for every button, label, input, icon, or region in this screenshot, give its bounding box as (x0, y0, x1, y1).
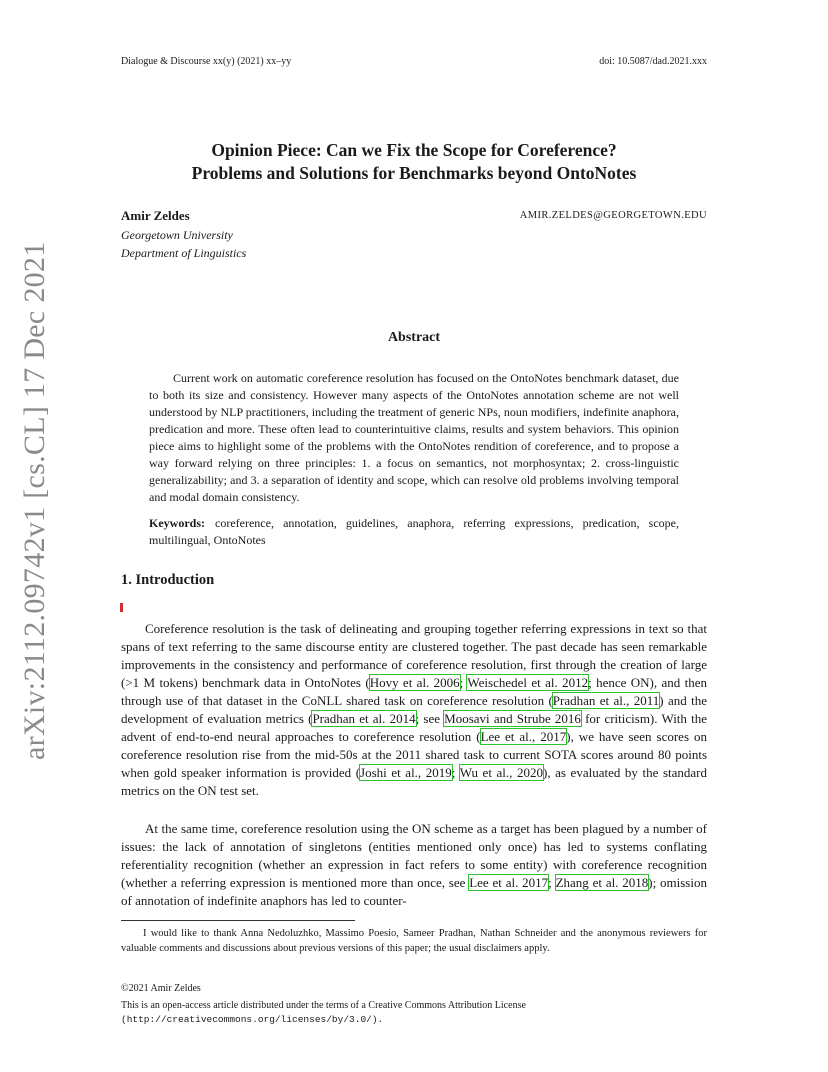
citation-link[interactable]: Zhang et al. 2018 (555, 875, 649, 890)
affiliation-university: Georgetown University (121, 228, 233, 242)
section-heading-introduction: 1. Introduction (121, 572, 215, 588)
citation-link[interactable]: Hovy et al. 2006 (369, 675, 460, 690)
author-name: Amir Zeldes (121, 208, 190, 223)
keywords (149, 515, 679, 549)
annotation-marker (120, 603, 123, 612)
title-line-1: Opinion Piece: Can we Fix the Scope for Coreference? (211, 140, 617, 160)
footnote-rule (121, 920, 355, 921)
paper-title (100, 139, 728, 185)
license-url[interactable]: (http://creativecommons.org/licenses/by/3.0/). (121, 1014, 384, 1025)
acknowledgement-footnote: I would like to thank Anna Nedoluzhko, Massimo Poesio, Sameer Pradhan, Nathan Schneider and the anonymous reviewers for valuable comments and discussions about previous versions of this paper; the usual disclaimers apply. (121, 928, 707, 954)
title-line-2: Problems and Solutions for Benchmarks beyond OntoNotes (191, 163, 637, 183)
intro-paragraph-1: Coreference resolution is the task of delineating and grouping together referring expressions in text so that spans of text referring to the same discourse entity are clustered together. The past decade has seen remarkable improvements in the consistency and performance of coreference resolution, first through the creation of large (>1 M tokens) benchmark data in OntoNotes (Hovy et al. 2006; Weischedel et al. 2012; hence ON), and then through use of that dataset in the CoNLL shared task on coreference resolution (Pradhan et al., 2011) and the development of evaluation metrics (Pradhan et al. 2014; see Moosavi and Strube 2016 for criticism). With the advent of end-to-end neural approaches to coreference resolution (Lee et al., 2017), we have seen scores on coreference resolution rise from the mid-50s at the 2011 shared task to current SOTA scores around 80 points when gold speaker information is provided (Joshi et al., 2019; Wu et al., 2020), as evaluated by the standard metrics on the ON test set. (121, 621, 708, 798)
license-notice (121, 999, 721, 1027)
citation-link[interactable]: Lee et al. 2017 (469, 875, 549, 890)
arxiv-stamp: arXiv:2112.09742v1 [cs.CL] 17 Dec 2021 (18, 241, 51, 760)
citation-link[interactable]: Lee et al., 2017 (480, 729, 567, 744)
citation-link[interactable]: Pradhan et al. 2014 (312, 711, 416, 726)
abstract-text: Current work on automatic coreference resolution has focused on the OntoNotes benchmark dataset, due to both its size and consistency. However many aspects of the OntoNotes annotation scheme are not well understood by NLP practitioners, including the treatment of generic NPs, noun modifiers, indefinite anaphora, predication and more. These often lead to counterintuitive claims, results and system behaviors. This opinion piece aims to highlight some of the problems with the OntoNotes rendition of coreference, and to propose a way forward relying on three principles: 1. a focus on semantics, not morphosyntax; 2. cross-linguistic generalizability; and 3. a separation of identity and scope, which can resolve old problems involving temporal and modal domain consistency. (149, 371, 679, 504)
citation-link[interactable]: Moosavi and Strube 2016 (444, 711, 581, 726)
abstract-heading: Abstract (387, 330, 441, 345)
citation-link[interactable]: Wu et al., 2020 (459, 765, 543, 780)
citation-link[interactable]: Weischedel et al. 2012 (467, 675, 589, 690)
author-email[interactable]: AMIR.ZELDES@GEORGETOWN.EDU (519, 210, 707, 221)
copyright-notice: ©2021 Amir Zeldes (121, 983, 201, 994)
affiliation-department: Department of Linguistics (121, 246, 247, 260)
citation-link[interactable]: Pradhan et al., 2011 (552, 693, 660, 708)
journal-header: Dialogue & Discourse xx(y) (2021) xx–yy (121, 56, 292, 67)
citation-link[interactable]: Joshi et al., 2019 (360, 765, 452, 780)
doi-header: doi: 10.5087/dad.2021.xxx (599, 56, 707, 67)
intro-paragraph-2: At the same time, coreference resolution using the ON scheme as a target has been plagued by a number of issues: the lack of annotation of singletons (entities mentioned only once) has led to systems conflating referentiality recognition (whether an expression in fact refers to some entity) with coreference recognition (whether a referring expression is mentioned more than once, see Lee et al. 2017; Zhang et al. 2018); omission of annotation of indefinite anaphors has led to counter- (121, 821, 707, 908)
keywords-list: coreference, annotation, guidelines, anaphora, referring expressions, predication, scope, multilingual, OntoNotes (149, 516, 679, 547)
license-text: This is an open-access article distributed under the terms of a Creative Commons Attribution License (121, 1000, 526, 1011)
keywords-label: Keywords: (149, 516, 205, 530)
